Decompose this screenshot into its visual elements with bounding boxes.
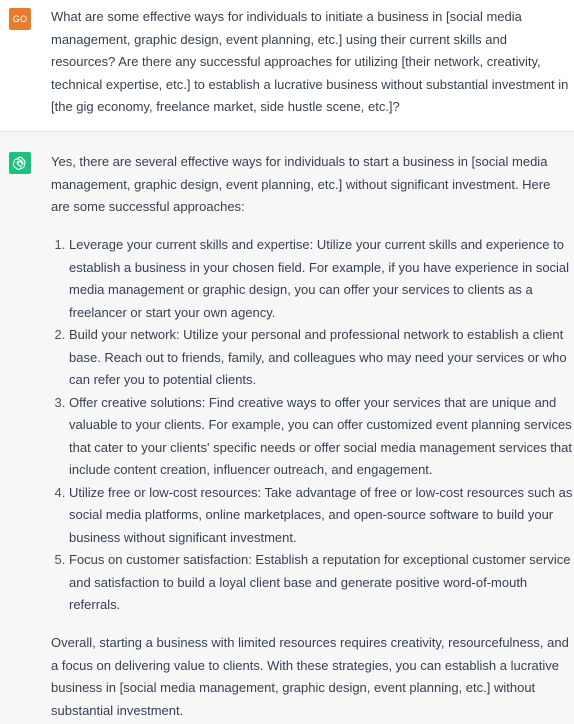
openai-logo-icon-svg <box>12 155 28 171</box>
list-item: 5. Focus on customer satisfaction: Establish a reputation for exceptional customer service and satisfaction to build a loyal client base and generate positive word-of-mouth referrals. <box>69 549 574 617</box>
user-avatar-label: GO <box>12 13 28 24</box>
openai-logo-icon <box>9 152 31 174</box>
assistant-message-row <box>0 132 574 724</box>
list-item: 1. Leverage your current skills and expertise: Utilize your current skills and experience to establish a business in your chosen field. For example, if you have experience in social media management or graphic design, you can offer your services to clients as a freelancer or start your own agency. <box>69 234 574 324</box>
user-avatar <box>9 8 31 30</box>
user-message-text: What are some effective ways for individuals to initiate a business in [social media management, graphic design, event planning, etc.] using their current skills and resources? Are there any successful approaches for utilizing [their network, creativity, technical expertise, etc.] to establish a lucrative business without substantial investment in [the gig economy, freelance market, side hustle scene, etc.]? <box>51 9 569 114</box>
list-item: 4. Utilize free or low-cost resources: Take advantage of free or low-cost resources such as social media platforms, online marketplaces, and open-source software to build your business without significant investment. <box>69 482 574 550</box>
assistant-approaches-list <box>51 234 574 617</box>
assistant-outro-text: Overall, starting a business with limited resources requires creativity, resourcefulness, and a focus on delivering value to clients. With these strategies, you can establish a lucrative business in [social media management, graphic design, event planning, etc.] without substantial investment. <box>51 635 569 718</box>
list-item: 2. Build your network: Utilize your personal and professional network to establish a client base. Reach out to friends, family, and colleagues who may need your services or who can refer you to potential clients. <box>69 324 574 392</box>
user-message-row <box>0 0 574 132</box>
list-item: 3. Offer creative solutions: Find creative ways to offer your services that are unique and valuable to your clients. For example, you can offer customized event planning services that cater to your clients' specific needs or offer social media management services that include content creation, influencer outreach, and engagement. <box>69 392 574 482</box>
assistant-intro-text: Yes, there are several effective ways for individuals to start a business in [social media management, graphic design, event planning, etc.] without significant investment. Here are some successful approaches: <box>51 154 551 214</box>
